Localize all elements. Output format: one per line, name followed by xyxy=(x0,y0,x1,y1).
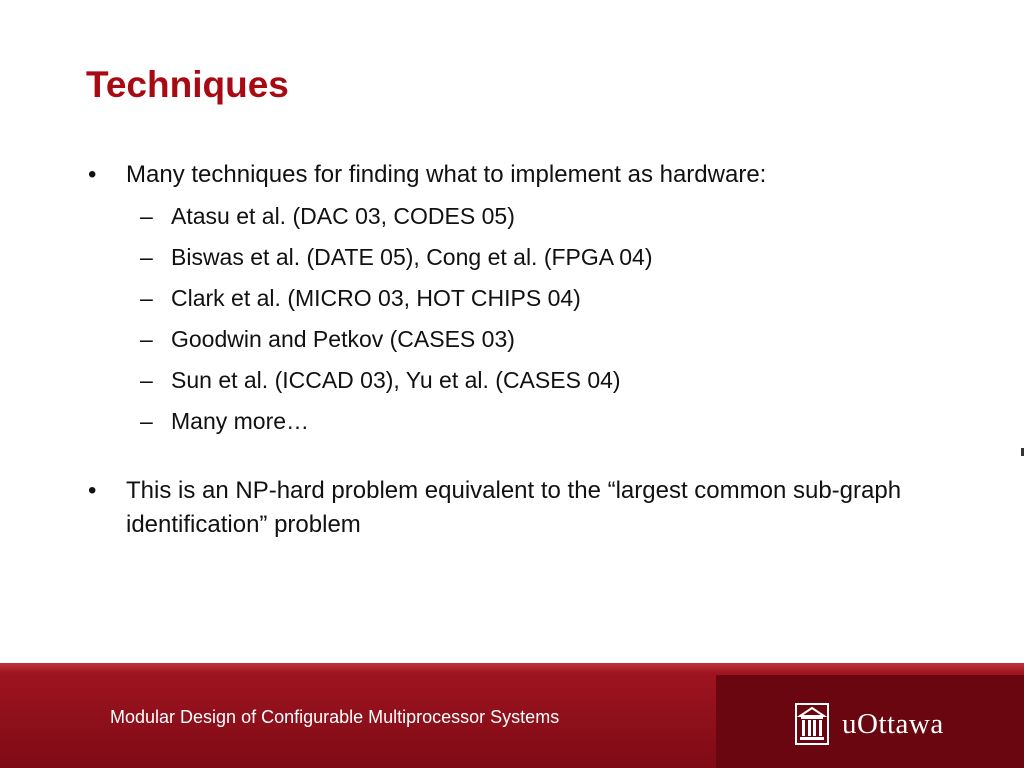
sub-list-item xyxy=(126,278,966,319)
slide-body xyxy=(86,158,966,542)
footer-text: Modular Design of Configurable Multiprocessor Systems xyxy=(110,707,560,727)
footer-bar xyxy=(0,663,1024,768)
bullet-text: Many techniques for finding what to implement as hardware: xyxy=(126,161,767,188)
sub-list-item xyxy=(126,196,966,237)
bullet-mark: • xyxy=(88,161,97,188)
building-columns-icon xyxy=(794,702,830,746)
sub-item-text: Sun et al. (ICCAD 03), Yu et al. (CASES 04) xyxy=(171,367,621,393)
university-logo xyxy=(794,701,944,747)
sub-list-item xyxy=(126,237,966,278)
sub-mark: – xyxy=(140,408,153,434)
sub-item-text: Clark et al. (MICRO 03, HOT CHIPS 04) xyxy=(171,285,581,311)
sub-mark: – xyxy=(140,285,153,311)
sub-list-item xyxy=(126,319,966,360)
sub-list-item xyxy=(126,401,966,442)
sub-item-text: Many more… xyxy=(171,408,310,434)
sub-item-text: Goodwin and Petkov (CASES 03) xyxy=(171,326,515,352)
sub-mark: – xyxy=(140,244,153,270)
sub-list xyxy=(126,196,966,442)
bullet-mark: • xyxy=(88,477,97,504)
slide-title: Techniques xyxy=(86,64,289,105)
logo-text: uOttawa xyxy=(842,707,944,740)
sub-item-text: Atasu et al. (DAC 03, CODES 05) xyxy=(171,203,515,229)
bullet-item xyxy=(86,474,966,542)
sub-mark: – xyxy=(140,203,153,229)
sub-mark: – xyxy=(140,326,153,352)
sub-mark: – xyxy=(140,367,153,393)
bullet-text: This is an NP-hard problem equivalent to the “largest common sub-graph identification” problem xyxy=(126,477,902,538)
bullet-gap xyxy=(86,442,966,474)
bullet-item xyxy=(86,158,966,442)
sub-list-item xyxy=(126,360,966,401)
sub-item-text: Biswas et al. (DATE 05), Cong et al. (FPGA 04) xyxy=(171,244,653,270)
